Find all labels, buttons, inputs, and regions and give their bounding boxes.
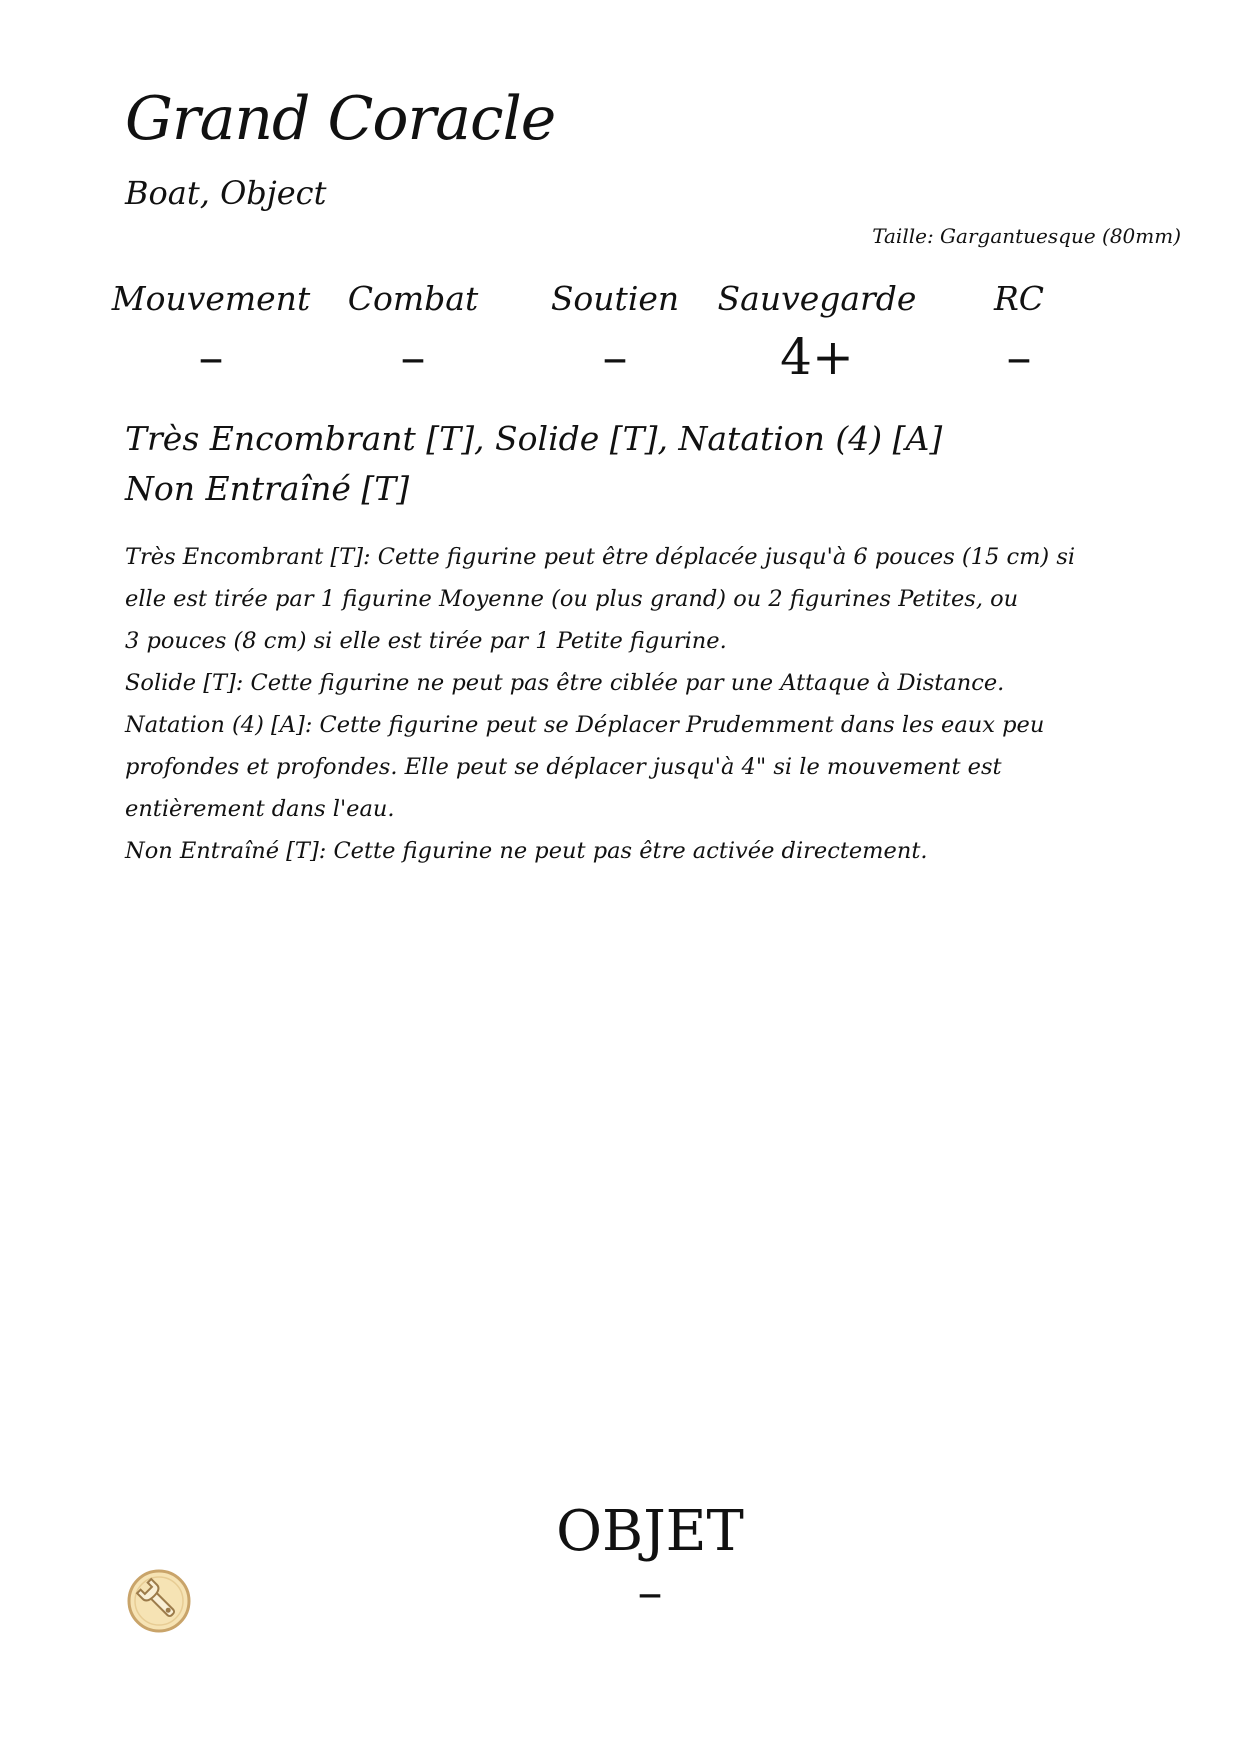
rule-solide xyxy=(125,662,1085,704)
stats-table xyxy=(110,276,1120,392)
stat-value: – xyxy=(602,328,628,386)
keywords-line: Non Entraîné [T] xyxy=(125,469,410,508)
card-title: Grand Coracle xyxy=(125,84,556,154)
size-label: Taille: Gargantuesque (80mm) xyxy=(872,224,1181,248)
card-subtitle: Boat, Object xyxy=(125,174,327,212)
stat-value: – xyxy=(400,328,426,386)
rule-natation xyxy=(125,704,1085,830)
stat-soutien xyxy=(514,276,716,392)
rule-line: Très Encombrant [T]: Cette figurine peut être déplacée jusqu'à 6 pouces (15 cm) si xyxy=(125,544,1076,570)
footer-type xyxy=(350,1500,950,1620)
rule-line: Natation (4) [A]: Cette figurine peut se Déplacer Prudemment dans les eaux peu xyxy=(125,712,1045,738)
keywords xyxy=(125,414,942,514)
rule-line: 3 pouces (8 cm) si elle est tirée par 1 Petite figurine. xyxy=(125,628,727,654)
rule-line: entièrement dans l'eau. xyxy=(125,796,395,822)
stat-name: Sauvegarde xyxy=(717,279,917,318)
stat-mouvement xyxy=(110,276,312,392)
stat-combat xyxy=(312,276,514,392)
rule-line: elle est tirée par 1 figurine Moyenne (ou plus grand) ou 2 figurines Petites, ou xyxy=(125,586,1019,612)
stat-name: Soutien xyxy=(550,279,680,318)
footer-label: OBJET xyxy=(556,1499,744,1564)
rule-tres-encombrant xyxy=(125,536,1085,662)
stat-value: 4+ xyxy=(780,328,854,386)
footer-value: – xyxy=(637,1563,663,1621)
rule-non-entraine xyxy=(125,830,1085,872)
stat-sauvegarde xyxy=(716,276,918,392)
stat-name: Mouvement xyxy=(111,279,311,318)
rule-line: Solide [T]: Cette figurine ne peut pas être ciblée par une Attaque à Distance. xyxy=(125,670,1005,696)
stat-rc xyxy=(918,276,1120,392)
stat-name: RC xyxy=(993,279,1045,318)
rules-text xyxy=(125,536,1085,872)
keywords-line: Très Encombrant [T], Solide [T], Natation (4) [A] xyxy=(125,419,943,458)
rule-line: profondes et profondes. Elle peut se déplacer jusqu'à 4" si le mouvement est xyxy=(125,754,1002,780)
stat-value: – xyxy=(1006,328,1032,386)
wrench-icon xyxy=(126,1568,192,1634)
rule-line: Non Entraîné [T]: Cette figurine ne peut pas être activée directement. xyxy=(125,838,928,864)
stat-value: – xyxy=(198,328,224,386)
stat-name: Combat xyxy=(347,279,479,318)
